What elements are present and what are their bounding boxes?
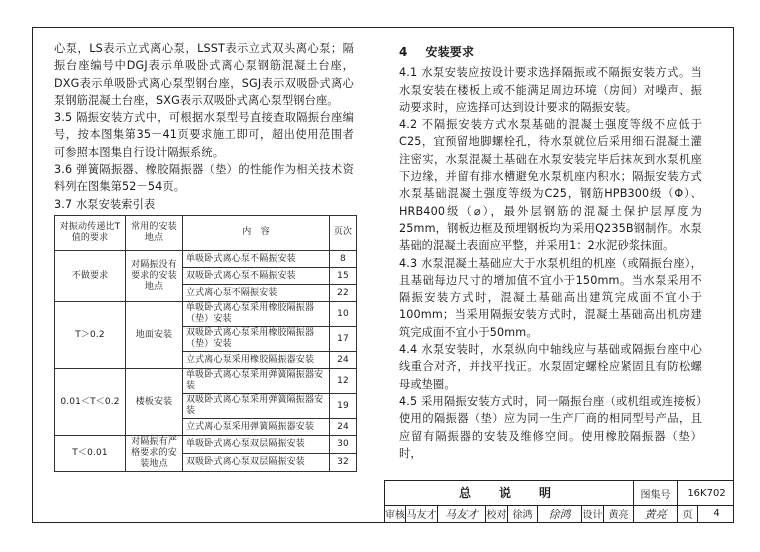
- paragraph-4-1: 4.1 水泵安装应按设计要求选择隔振或不隔振安装方式。当水泵安装在楼板上或不能满足周边环境（房间）对噪声、振动要求时，应选择可达到设计要求的隔振安装。: [399, 66, 702, 114]
- check-label: 校对: [485, 505, 507, 522]
- atlas-label: 图集号: [633, 481, 677, 505]
- content-cell: 立式离心泵不隔振安装: [183, 285, 330, 302]
- table-row: [55, 436, 357, 454]
- t-value-cell: T＜0.01: [55, 436, 126, 472]
- content-cell: 双吸卧式离心泵不隔振安装: [183, 268, 330, 285]
- paragraph-pump-codes: 心泵，LS表示立式离心泵，LSST表示立式双头离心泵；隔振台座编号中DGJ表示单吸卧式离心泵钢筋混凝土台座，DXG表示单吸卧式离心泵型钢台座，SGJ表示双吸卧式离心泵钢筋混凝土台座，SXG表示双吸卧式离心泵型钢台座。: [54, 42, 354, 107]
- place-cell: 地面安装: [126, 302, 183, 369]
- content-cell: 单吸卧式离心泵不隔振安装: [183, 250, 330, 267]
- review-label: 审核: [385, 510, 405, 521]
- design-name: 黄亮: [603, 505, 633, 522]
- table-row: [55, 302, 357, 327]
- header-place: 常用的安装地点: [126, 215, 183, 250]
- page-cell: 12: [330, 369, 357, 394]
- paragraph-4-2: 4.2 不隔振安装方式水泵基础的混凝土强度等级不应低于C25，宜预留地脚螺栓孔，待水泵就位后采用细石混凝土灌注密实，水泵混凝土基础在水泵安装完毕后抹灰到水泵机座下边缘，并留有排水槽避免水泵机座内积水；隔振安装方式水泵基础混凝土强度等级为C25，钢筋HPB300级（Φ）、HRB400级（⌀），最外层钢筋的混凝土保护层厚度为25mm，钢板边框及预埋钢板均为采用Q235B钢制作。水泵基础的混凝土表面应平整，并采用1：2水泥砂浆抹面。: [399, 118, 702, 253]
- place-cell: 楼板安装: [126, 369, 183, 436]
- page-number: 4: [697, 505, 735, 522]
- header-content: 内 容: [183, 215, 330, 250]
- page-cell: 24: [330, 419, 357, 436]
- content-cell: 单吸卧式离心泵采用橡胶隔振器（垫）安装: [183, 302, 330, 327]
- t-value-cell: 不做要求: [55, 250, 126, 301]
- content-cell: 双吸卧式离心泵采用弹簧隔振器安装: [183, 394, 330, 419]
- design-signature: 黄亮: [633, 505, 677, 522]
- t-value-cell: 0.01＜T＜0.2: [55, 369, 126, 436]
- title-block-row-top: [385, 481, 734, 506]
- page-cell: 24: [330, 352, 357, 369]
- title-block: [384, 480, 734, 523]
- paragraph-3-5: 3.5 隔振安装方式中，可根据水泵型号直接查取隔振台座编号，按本图集第35－41页要求施工即可，超出使用范围者可参照本图集自行设计隔振系统。: [54, 111, 354, 159]
- page-cell: 8: [330, 250, 357, 267]
- table-title: 3.7 水泵安装索引表: [54, 197, 156, 211]
- right-column: [399, 44, 702, 462]
- header-t-value: 对振动传递比T值的要求: [55, 215, 126, 250]
- header-page: 页次: [330, 215, 357, 250]
- review-name: 马友才: [405, 505, 437, 522]
- page-cell: 30: [330, 436, 357, 454]
- drawing-title: 总 说 明: [458, 486, 559, 500]
- content-cell: 单吸卧式离心泵双层隔振安装: [183, 436, 330, 454]
- place-cell: 对隔振有严格要求的安装地点: [126, 436, 183, 472]
- section-heading: [399, 44, 702, 61]
- pump-install-index-table: [54, 215, 357, 472]
- page-cell: 19: [330, 394, 357, 419]
- paragraph-4-5: 4.5 采用隔振安装方式时，同一隔振台座（或机组或连接板）使用的隔振器（垫）应为同一生产厂商的相同型号产品，且应留有隔振器的安装及维修空间。使用橡胶隔振器（垫）时，: [399, 394, 702, 460]
- page-label: 页: [677, 505, 697, 522]
- paragraph-4-3: 4.3 水泵混凝土基础应大于水泵机组的机座（或隔振台座），且基础每边尺寸的增加值不宜小于150mm。当水泵采用不隔振安装方式时，混凝土基础高出建筑完成面不宜小于100mm；当采用隔振安装方式时，混凝土基础高出机房建筑完成面不宜小于50mm。: [399, 256, 702, 339]
- page-cell: 32: [330, 454, 357, 472]
- design-label: 设计: [581, 505, 603, 522]
- title-block-row-bottom: [385, 505, 734, 522]
- page-cell: 17: [330, 327, 357, 352]
- section-number: 4: [399, 45, 408, 59]
- place-cell: 对隔振没有要求的安装地点: [126, 250, 183, 301]
- table-row: [55, 250, 357, 267]
- page-cell: 22: [330, 285, 357, 302]
- section-title: 安装要求: [425, 45, 475, 59]
- paragraph-4-4: 4.4 水泵安装时，水泵纵向中轴线应与基础或隔振台座中心线重合对齐，并找平找正。水泵固定螺栓应紧固且有防松螺母或垫圈。: [399, 343, 702, 391]
- page-cell: 15: [330, 268, 357, 285]
- table-header-row: [55, 215, 357, 250]
- content-cell: 立式离心泵采用弹簧隔振器安装: [183, 419, 330, 436]
- paragraph-3-6: 3.6 弹簧隔振器、橡胶隔振器（垫）的性能作为相关技术资料列在图集第52－54页。: [54, 163, 354, 194]
- content-cell: 立式离心泵采用橡胶隔振器安装: [183, 352, 330, 369]
- content-cell: 双吸卧式离心泵采用橡胶隔振器（垫）安装: [183, 327, 330, 352]
- left-column: [54, 40, 354, 472]
- check-name: 徐鸿: [507, 505, 537, 522]
- t-value-cell: T＞0.2: [55, 302, 126, 369]
- check-signature: 徐鸿: [537, 505, 581, 522]
- content-cell: 双吸卧式离心泵双层隔振安装: [183, 454, 330, 472]
- review-signature: 马友才: [437, 505, 485, 522]
- content-cell: 单吸卧式离心泵采用弹簧隔振器安装: [183, 369, 330, 394]
- table-row: [55, 369, 357, 394]
- page-cell: 10: [330, 302, 357, 327]
- atlas-number: 16K702: [677, 481, 735, 505]
